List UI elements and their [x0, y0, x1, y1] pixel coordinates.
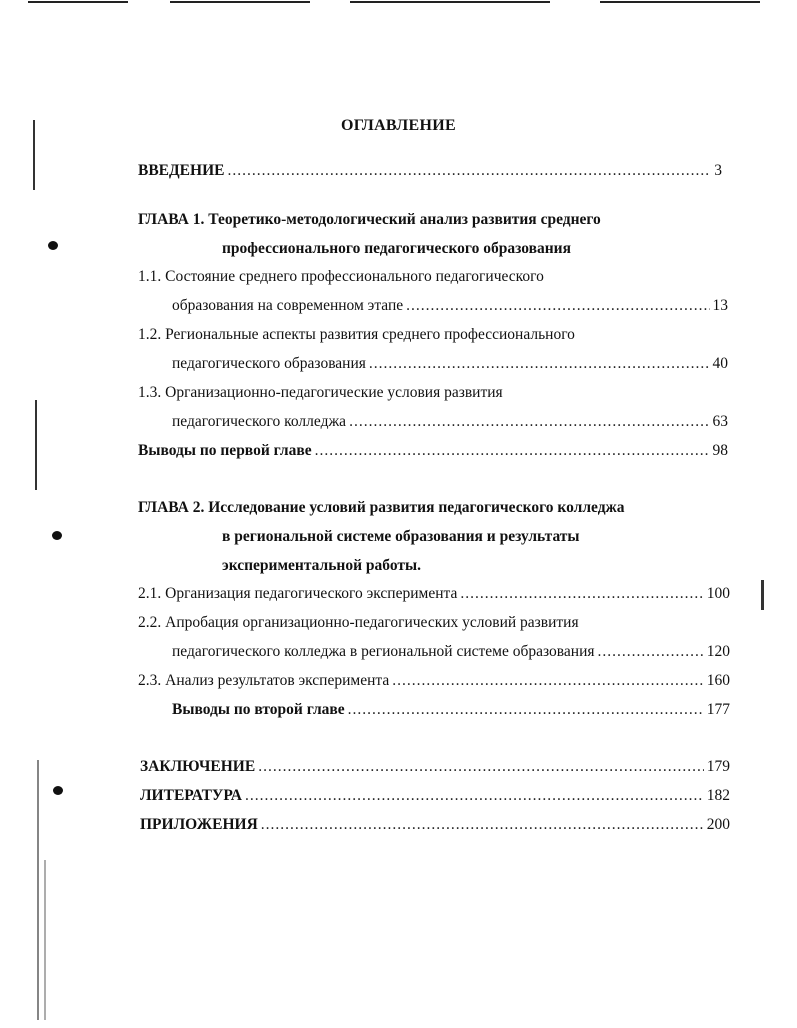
scan-edge-line — [28, 1, 128, 3]
toc-entry-2-3 — [138, 671, 730, 691]
toc-entry-label: 2.1. Организация педагогического эксперимента — [138, 585, 458, 602]
scan-edge-line — [600, 1, 760, 3]
toc-entry-label: ЗАКЛЮЧЕНИЕ — [140, 758, 256, 775]
page-title: ОГЛАВЛЕНИЕ — [341, 117, 456, 134]
chapter-2-heading-cont: экспериментальной работы. — [222, 557, 421, 574]
toc-entry-appendices — [140, 815, 730, 835]
toc-entry-label: образования на современном этапе — [172, 297, 404, 314]
toc-entry-page: 13 — [712, 297, 728, 314]
toc-entry-page: 40 — [712, 355, 728, 372]
dot-leader — [349, 412, 709, 432]
toc-entry-label: педагогического колледжа — [172, 413, 347, 430]
toc-entry-1-2 — [172, 354, 728, 374]
toc-section-1-3: 1.3. Организационно-педагогические условия развития — [138, 384, 503, 401]
scan-edge-line — [350, 1, 550, 3]
scan-edge-line — [170, 1, 310, 3]
dot-leader — [392, 671, 704, 691]
toc-entry-page: 98 — [712, 442, 728, 459]
dot-leader — [369, 354, 710, 374]
toc-entry-label: ВВЕДЕНИЕ — [138, 162, 225, 179]
toc-entry-conclusion — [140, 757, 730, 777]
punch-hole-mark — [48, 241, 58, 250]
scan-margin-line — [35, 400, 37, 490]
toc-entry-page: 177 — [706, 701, 730, 718]
dot-leader — [315, 441, 710, 461]
scan-margin-line — [44, 860, 46, 1020]
dot-leader — [598, 642, 704, 662]
toc-entry-2-1 — [138, 584, 730, 604]
toc-entry-label: педагогического колледжа в региональной системе образования — [172, 643, 595, 660]
chapter-1-heading-cont: профессионального педагогического образования — [222, 240, 571, 257]
dot-leader — [261, 815, 704, 835]
toc-entry-label: ПРИЛОЖЕНИЯ — [140, 816, 258, 833]
toc-entry-conclusions-2 — [172, 700, 730, 720]
toc-entry-page: 100 — [706, 585, 730, 602]
toc-entry-page: 179 — [706, 758, 730, 775]
dot-leader — [258, 757, 704, 777]
dot-leader — [406, 296, 709, 316]
chapter-2-heading-cont: в региональной системе образования и результаты — [222, 528, 580, 545]
toc-entry-label: 2.3. Анализ результатов эксперимента — [138, 672, 390, 689]
toc-entry-page: 200 — [706, 816, 730, 833]
toc-entry-2-2 — [172, 642, 730, 662]
toc-section-1-1: 1.1. Состояние среднего профессионального педагогического — [138, 268, 544, 285]
chapter-2-heading: ГЛАВА 2. Исследование условий развития педагогического колледжа — [138, 499, 625, 516]
toc-entry-1-1 — [172, 296, 728, 316]
toc-entry-label: Выводы по первой главе — [138, 442, 312, 459]
toc-entry-literature — [140, 786, 730, 806]
dot-leader — [348, 700, 704, 720]
toc-entry-page: 3 — [714, 162, 722, 179]
dot-leader — [245, 786, 704, 806]
toc-entry-page: 182 — [706, 787, 730, 804]
scan-margin-line — [37, 760, 39, 1020]
toc-entry-label: Выводы по второй главе — [172, 701, 345, 718]
chapter-1-heading: ГЛАВА 1. Теоретико-методологический анализ развития среднего — [138, 211, 601, 228]
punch-hole-mark — [53, 786, 63, 795]
dot-leader — [460, 584, 703, 604]
toc-entry-conclusions-1 — [138, 441, 728, 461]
toc-entry-intro — [138, 161, 722, 181]
toc-entry-page: 160 — [706, 672, 730, 689]
toc-entry-page: 63 — [712, 413, 728, 430]
toc-entry-1-3 — [172, 412, 728, 432]
dot-leader — [227, 161, 711, 181]
toc-section-2-2: 2.2. Апробация организационно-педагогических условий развития — [138, 614, 579, 631]
toc-section-1-2: 1.2. Региональные аспекты развития среднего профессионального — [138, 326, 575, 343]
toc-entry-label: педагогического образования — [172, 355, 366, 372]
toc-entry-page: 120 — [706, 643, 730, 660]
toc-entry-label: ЛИТЕРАТУРА — [140, 787, 242, 804]
scan-margin-line — [761, 580, 764, 610]
punch-hole-mark — [52, 531, 62, 540]
